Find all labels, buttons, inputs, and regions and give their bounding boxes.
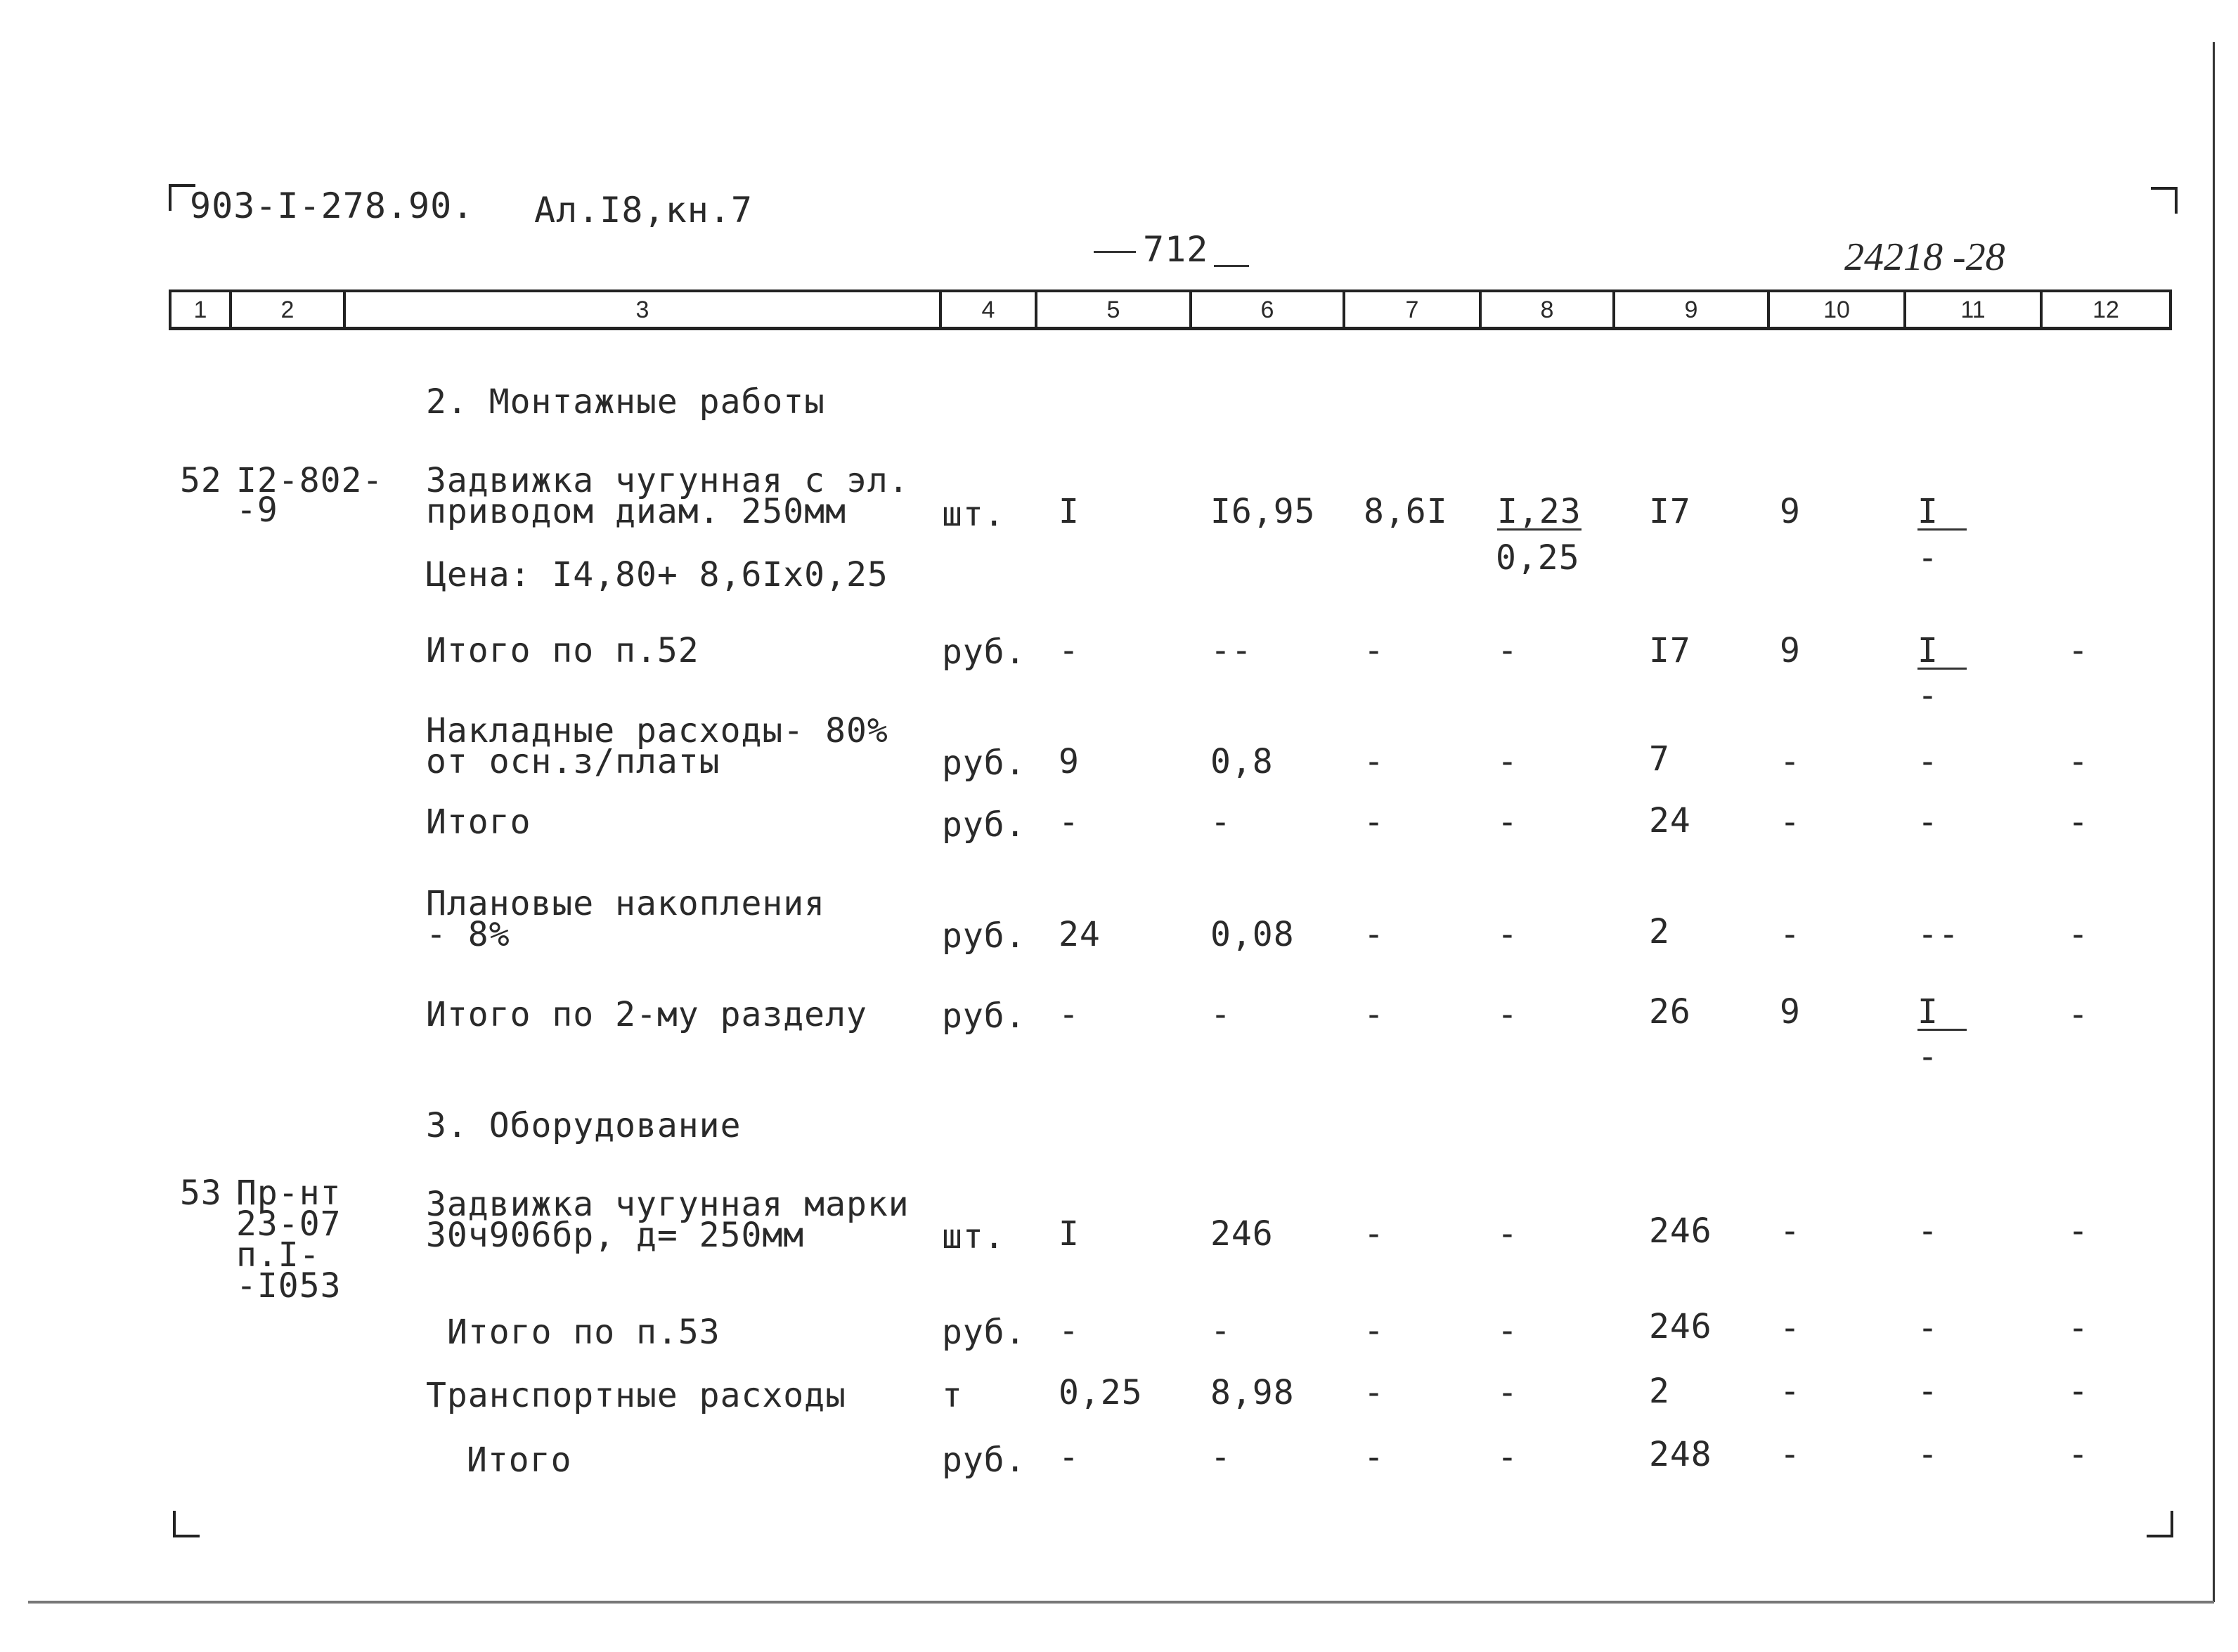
- album-reference: Ал.I8,кн.7: [534, 190, 753, 230]
- corner-mark-bottom-left: [173, 1511, 200, 1537]
- row-label: от осн.з/платы: [426, 742, 720, 781]
- cell-col7: -: [1364, 995, 1385, 1034]
- cell-col10: -: [1780, 1308, 1801, 1348]
- cell-col11: --: [1917, 915, 1960, 954]
- row-label: Итого по п.52: [426, 631, 699, 670]
- item-code: -I053: [236, 1266, 342, 1306]
- right-edge-line: [2213, 42, 2215, 1602]
- cell-col11: -: [1917, 1211, 1939, 1251]
- cell-col6: 246: [1210, 1214, 1274, 1254]
- column-number: 6: [1192, 292, 1345, 327]
- cell-col5: -: [1059, 1438, 1080, 1477]
- unit-cell: руб.: [942, 1440, 1026, 1480]
- cell-col9: 26: [1649, 992, 1691, 1032]
- cell-col6: -: [1210, 995, 1231, 1034]
- item-description: 30ч906бр, д= 250мм: [426, 1216, 805, 1255]
- cell-col9: 246: [1649, 1211, 1712, 1251]
- section-title: 2. Монтажные работы: [426, 382, 826, 422]
- cell-col12: -: [2068, 631, 2089, 670]
- cell-col12: -: [2068, 1211, 2089, 1251]
- column-number: 1: [172, 292, 232, 327]
- cell-col12: -: [2068, 802, 2089, 842]
- cell-col7: -: [1364, 915, 1385, 954]
- cell-col5: 9: [1059, 742, 1080, 781]
- item-code: Пр-нт: [236, 1173, 342, 1213]
- unit-cell: шт.: [942, 1217, 1005, 1256]
- cell-col9: I7: [1649, 631, 1691, 670]
- cell-col12: -: [2068, 1308, 2089, 1348]
- cell-col8: -: [1497, 1373, 1518, 1412]
- column-number: 4: [942, 292, 1037, 327]
- unit-cell: руб.: [942, 1313, 1026, 1352]
- cell-col10: 9: [1780, 992, 1801, 1032]
- row-label: Накладные расходы- 80%: [426, 711, 888, 750]
- cell-col9: 7: [1649, 739, 1670, 779]
- cell-col10: -: [1780, 802, 1801, 842]
- cell-col11-numerator: I: [1917, 634, 1967, 670]
- row-label: - 8%: [426, 915, 510, 954]
- cell-col5: -: [1059, 631, 1080, 670]
- column-number: 12: [2093, 297, 2119, 323]
- cell-col11-numerator: I: [1917, 495, 1967, 531]
- page-number-dash: [1094, 251, 1136, 253]
- cell-col8: -: [1497, 631, 1518, 670]
- cell-col8: -: [1497, 915, 1518, 954]
- cell-col10: -: [1780, 1211, 1801, 1251]
- cell-col5: 24: [1059, 915, 1101, 954]
- cell-col5: -: [1059, 1311, 1080, 1351]
- item-price-formula: Цена: I4,80+ 8,6Iх0,25: [426, 555, 888, 594]
- document-code: 903-I-278.90.: [190, 186, 474, 226]
- row-label: Итого: [467, 1440, 572, 1480]
- cell-col11-numerator: I: [1917, 995, 1967, 1031]
- cell-col5: -: [1059, 995, 1080, 1034]
- page-number-dash: [1214, 265, 1249, 267]
- row-label: Итого по 2-му разделу: [426, 995, 867, 1034]
- unit-cell: руб.: [942, 996, 1026, 1036]
- item-description: Задвижка чугунная марки: [426, 1185, 910, 1224]
- cell-col11: -: [1917, 1372, 1939, 1411]
- cell-col11: -: [1917, 742, 1939, 781]
- unit-cell: руб.: [942, 805, 1026, 845]
- cell-col6: 0,08: [1210, 915, 1295, 954]
- row-label: Транспортные расходы: [426, 1376, 846, 1415]
- cell-col5: I: [1059, 492, 1080, 531]
- column-number: 5: [1037, 292, 1192, 327]
- column-number: 9: [1615, 292, 1770, 327]
- cell-col8: -: [1497, 1311, 1518, 1351]
- column-number: 8: [1482, 292, 1615, 327]
- cell-col11: -: [1917, 802, 1939, 842]
- corner-mark-bottom-right: [2147, 1511, 2173, 1537]
- cell-col12: -: [2068, 742, 2089, 781]
- cell-col5: 0,25: [1059, 1373, 1143, 1412]
- cell-col7: -: [1364, 1438, 1385, 1477]
- cell-col10: 9: [1780, 631, 1801, 670]
- cell-col6: -: [1210, 1438, 1231, 1477]
- unit-cell: т: [942, 1376, 963, 1415]
- cell-col7: -: [1364, 742, 1385, 781]
- page-number-value: 712: [1143, 229, 1209, 270]
- bottom-edge-line: [28, 1601, 2214, 1604]
- cell-col6: -: [1210, 1311, 1231, 1351]
- cell-col6: 8,98: [1210, 1373, 1295, 1412]
- cell-col8: -: [1497, 742, 1518, 781]
- cell-col9: 248: [1649, 1435, 1712, 1474]
- cell-col5: -: [1059, 802, 1080, 842]
- cell-col6: -: [1210, 802, 1231, 842]
- cell-col6: I6,95: [1210, 492, 1316, 531]
- cell-col10: -: [1780, 1435, 1801, 1474]
- cell-col12: -: [2068, 1372, 2089, 1411]
- cell-col10: -: [1780, 742, 1801, 781]
- cell-col8-denominator: 0,25: [1496, 538, 1580, 578]
- column-header-strip: [169, 290, 2172, 330]
- cell-col10: -: [1780, 915, 1801, 954]
- cell-col8: -: [1497, 995, 1518, 1034]
- cell-col11: -: [1917, 1308, 1939, 1348]
- page-number: [1094, 229, 1249, 270]
- row-label: Итого: [426, 802, 531, 842]
- cell-col6: --: [1210, 631, 1253, 670]
- cell-col9: 2: [1649, 912, 1670, 951]
- item-description: Задвижка чугунная с эл.: [426, 461, 910, 500]
- cell-col7: 8,6I: [1364, 492, 1448, 531]
- column-number: 11: [1906, 292, 2043, 327]
- corner-mark-top-right: [2151, 187, 2178, 214]
- cell-col7: -: [1364, 1214, 1385, 1254]
- cell-col12: -: [2068, 995, 2089, 1034]
- cell-col7: -: [1364, 1311, 1385, 1351]
- cell-col9: 24: [1649, 801, 1691, 840]
- cell-col11-denominator: -: [1917, 1037, 1939, 1077]
- cell-col8: -: [1497, 802, 1518, 842]
- cell-col9: I7: [1649, 492, 1691, 531]
- cell-col10: 9: [1780, 492, 1801, 531]
- section-title: 3. Оборудование: [426, 1106, 742, 1145]
- column-number: 10: [1770, 292, 1906, 327]
- cell-col10: -: [1780, 1372, 1801, 1411]
- column-number: 3: [346, 292, 942, 327]
- cell-col9: 2: [1649, 1372, 1670, 1411]
- unit-cell: шт.: [942, 495, 1005, 534]
- item-number: 53: [180, 1173, 222, 1213]
- cell-col7: -: [1364, 631, 1385, 670]
- cell-col8: -: [1497, 1214, 1518, 1254]
- cell-col9: 246: [1649, 1307, 1712, 1346]
- cell-col7: -: [1364, 802, 1385, 842]
- archive-number: 24218 -28: [1844, 235, 2005, 279]
- cell-col11-denominator: -: [1917, 538, 1939, 578]
- item-code: п.I-: [236, 1235, 321, 1275]
- column-number: 2: [232, 292, 346, 327]
- row-label: Итого по п.53: [447, 1313, 720, 1352]
- item-code: -9: [236, 490, 278, 530]
- unit-cell: руб.: [942, 916, 1026, 956]
- item-code: I2-802-: [236, 461, 384, 500]
- cell-col5: I: [1059, 1214, 1080, 1254]
- cell-col6: 0,8: [1210, 742, 1274, 781]
- cell-col11: -: [1917, 1435, 1939, 1474]
- unit-cell: руб.: [942, 743, 1026, 783]
- cell-col7: -: [1364, 1373, 1385, 1412]
- item-description: приводом диам. 250мм: [426, 492, 846, 531]
- cell-col8-numerator: I,23: [1497, 492, 1582, 531]
- cell-col12: -: [2068, 1435, 2089, 1474]
- cell-col12: -: [2068, 915, 2089, 954]
- row-label: Плановые накопления: [426, 884, 826, 923]
- item-number: 52: [180, 461, 222, 500]
- cell-col11-denominator: -: [1917, 676, 1939, 715]
- unit-cell: руб.: [942, 632, 1026, 672]
- cell-col8: -: [1497, 1438, 1518, 1477]
- item-code: 23-07: [236, 1204, 342, 1244]
- column-number: 7: [1345, 292, 1482, 327]
